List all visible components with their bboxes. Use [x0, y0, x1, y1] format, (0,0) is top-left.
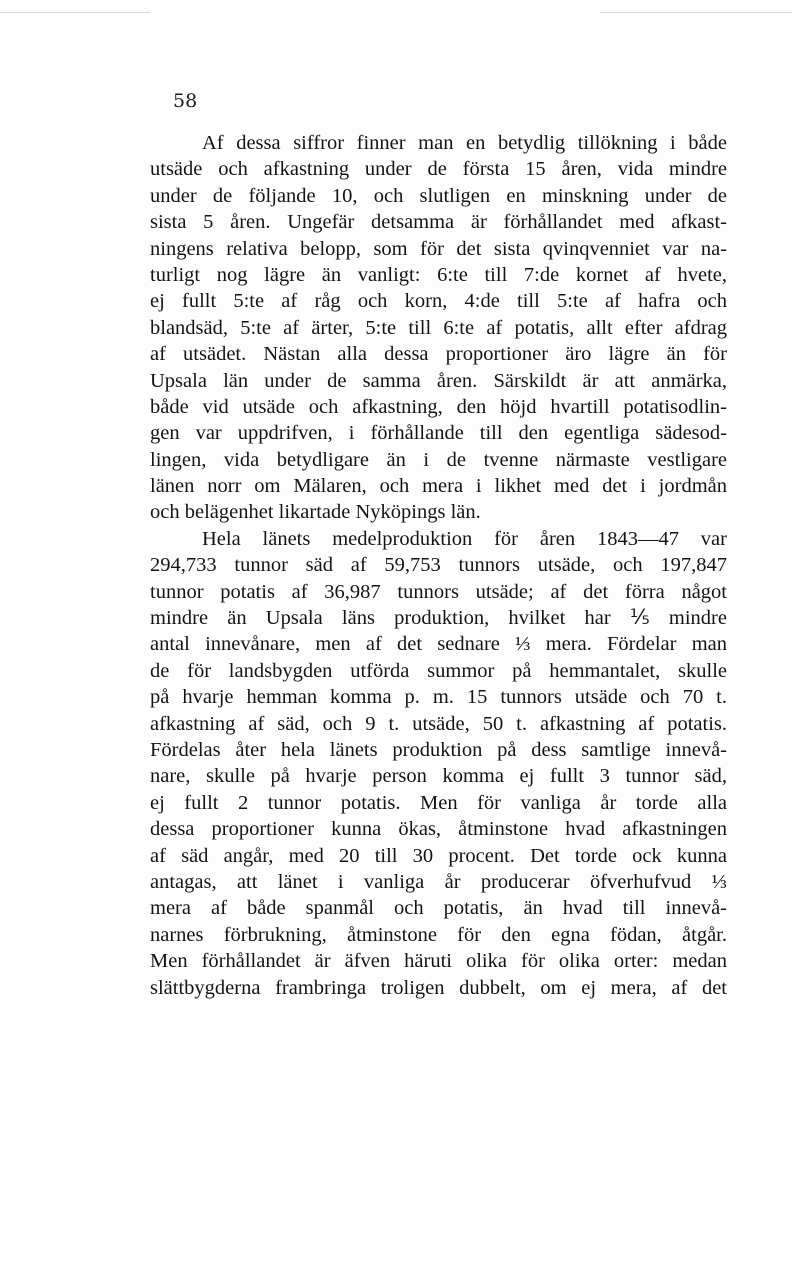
text-line: slättbygderna frambringa troligen dubbelt, om ej mera, af det — [150, 976, 727, 999]
text-line: länen norr om Mälaren, och mera i likhet med det i jordmån — [150, 475, 727, 498]
text-line: de för landsbygden utförda summor på hemmantalet, skulle — [150, 659, 727, 682]
text-line: och belägenhet likartade Nyköpings län. — [150, 501, 481, 524]
text-line: dessa proportioner kunna ökas, åtminstone hvad afkastningen — [150, 818, 727, 841]
text-line: afkastning af säd, och 9 t. utsäde, 50 t. afkastning af potatis. — [150, 712, 727, 735]
text-line: utsäde och afkastning under de första 15 åren, vida mindre — [150, 158, 727, 181]
text-line: sista 5 åren. Ungefär detsamma är förhållandet med afkast- — [150, 211, 727, 234]
text-line: Upsala län under de samma åren. Särskildt är att anmärka, — [150, 369, 727, 392]
text-line: turligt nog lägre än vanligt: 6:te till 7:de kornet af hvete, — [150, 263, 727, 286]
text-line: mera af både spanmål och potatis, än hvad till innevå- — [150, 897, 727, 920]
text-line: på hvarje hemman komma p. m. 15 tunnors utsäde och 70 t. — [150, 686, 727, 709]
text-line: af säd angår, med 20 till 30 procent. Det torde ock kunna — [150, 844, 727, 867]
text-line: ningens relativa belopp, som för det sista qvinqvenniet var na- — [150, 237, 727, 260]
page-edge-rule — [600, 12, 792, 13]
text-line: blandsäd, 5:te af ärter, 5:te till 6:te af potatis, allt efter afdrag — [150, 316, 727, 339]
text-line: Fördelas åter hela länets produktion på dess samtlige innevå- — [150, 738, 727, 761]
text-line: 294,733 tunnor säd af 59,753 tunnors utsäde, och 197,847 — [150, 554, 727, 577]
text-line: antagas, att länet i vanliga år producerar öfverhufvud ⅓ — [150, 870, 727, 893]
text-line: ej fullt 2 tunnor potatis. Men för vanliga år torde alla — [150, 791, 727, 814]
page-number: 58 — [173, 90, 198, 112]
body-text — [150, 130, 727, 1001]
text-line: gen var uppdrifven, i förhållande till den egentliga sädesod- — [150, 422, 727, 445]
text-line: narnes förbrukning, åtminstone för den egna födan, åtgår. — [150, 923, 727, 946]
text-line: antal innevånare, men af det sednare ⅓ mera. Fördelar man — [150, 633, 727, 656]
text-line: lingen, vida betydligare än i de tvenne närmaste vestligare — [150, 448, 727, 471]
text-line: tunnor potatis af 36,987 tunnors utsäde; af det förra något — [150, 580, 727, 603]
text-line: Men förhållandet är äfven häruti olika för olika orter: medan — [150, 950, 727, 973]
text-line: Af dessa siffror finner man en betydlig tillökning i både — [202, 132, 727, 154]
text-line: ej fullt 5:te af råg och korn, 4:de till 5:te af hafra och — [150, 290, 727, 313]
text-line: både vid utsäde och afkastning, den höjd hvartill potatisodlin- — [150, 395, 727, 418]
text-line: under de följande 10, och slutligen en minskning under de — [150, 184, 727, 207]
text-line: nare, skulle på hvarje person komma ej fullt 3 tunnor säd, — [150, 765, 727, 788]
text-line: af utsädet. Nästan alla dessa proportioner äro lägre än för — [150, 343, 727, 366]
text-line: mindre än Upsala läns produktion, hvilket har ⅕ mindre — [150, 607, 727, 630]
text-line: Hela länets medelproduktion för åren 1843—47 var — [202, 527, 727, 550]
page-edge-rule — [0, 12, 150, 13]
